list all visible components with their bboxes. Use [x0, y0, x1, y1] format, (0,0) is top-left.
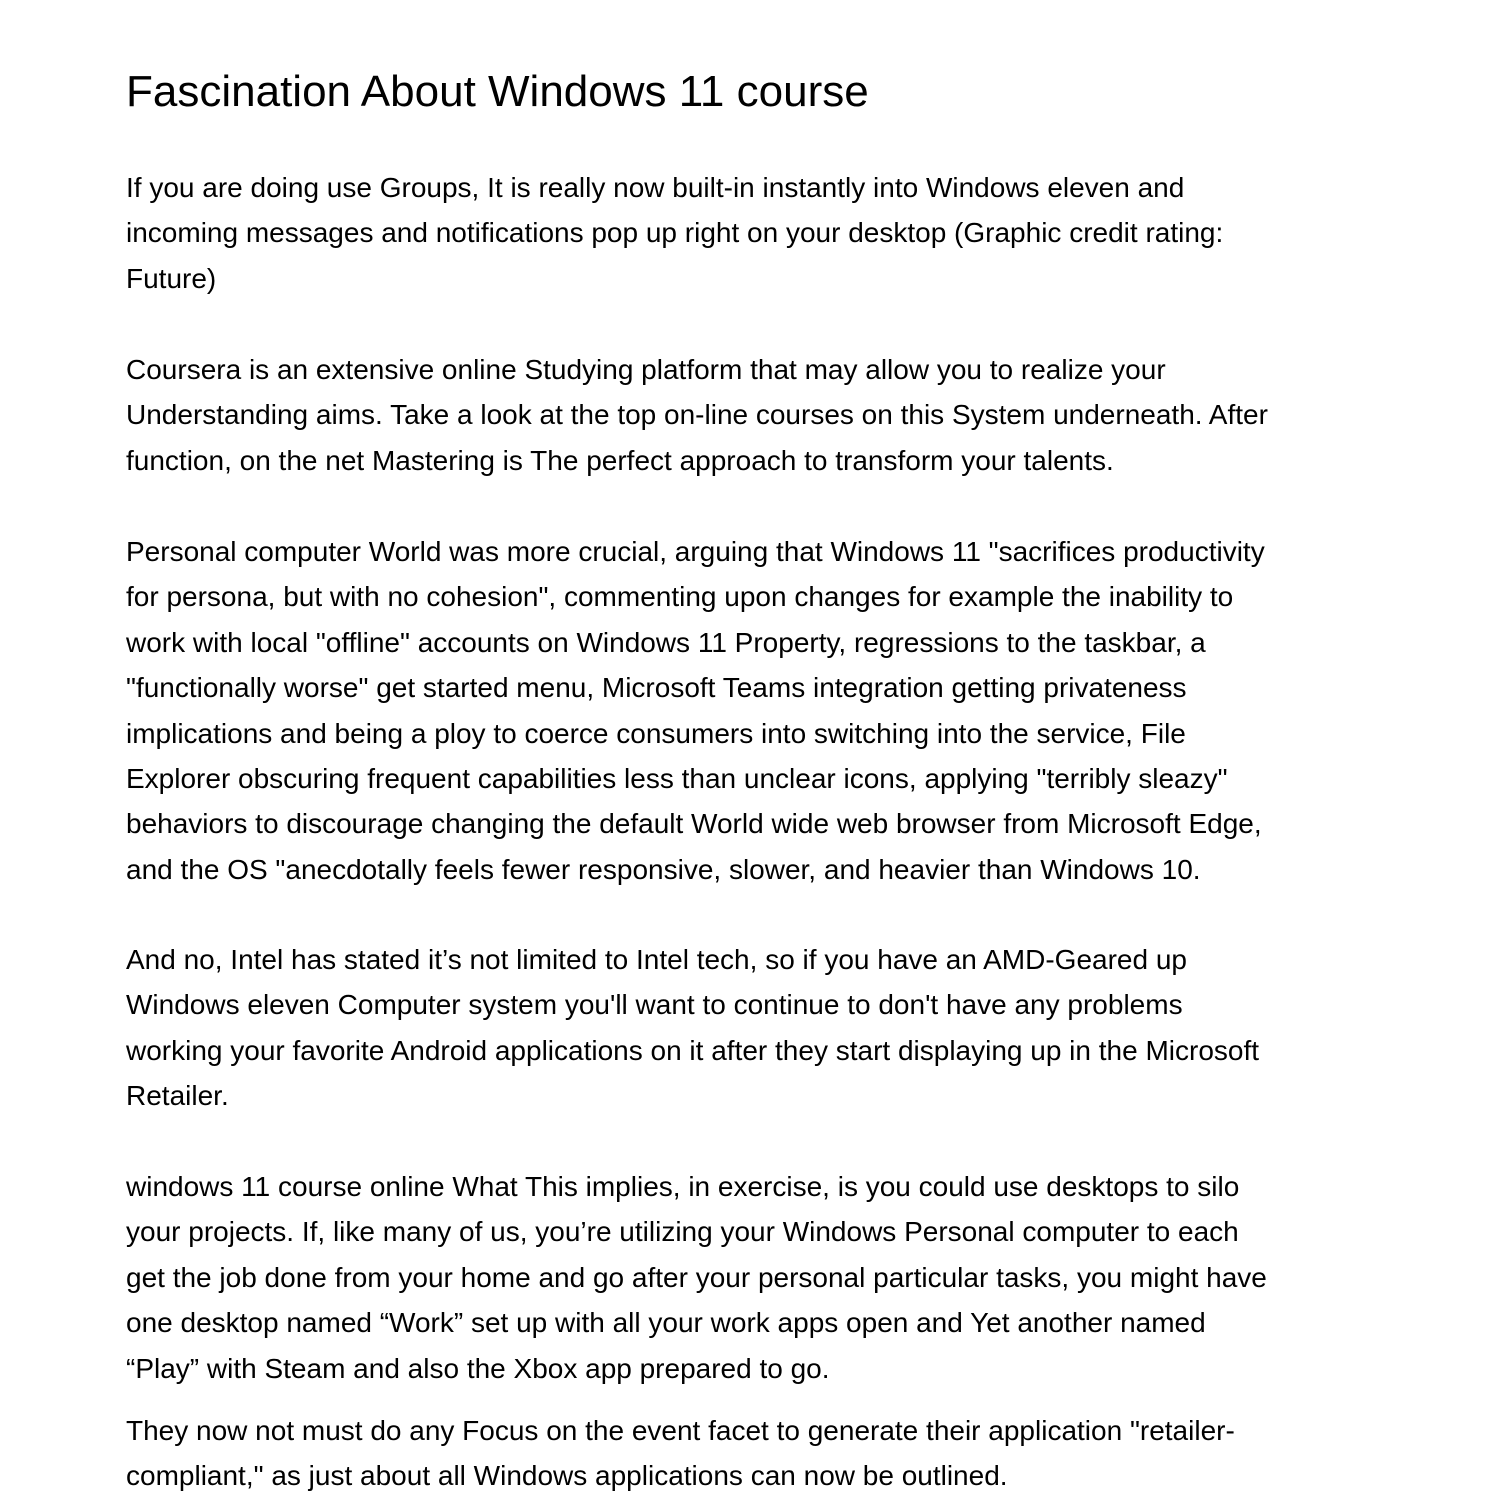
paragraph-line: behaviors to discourage changing the default World wide web browser from Microsoft Edge,	[126, 808, 1262, 840]
paragraph-line: Personal computer World was more crucial, arguing that Windows 11 "sacrifices productivity	[126, 536, 1265, 567]
paragraph-line: windows 11 course online What This implies, in exercise, is you could use desktops to silo	[126, 1171, 1240, 1202]
paragraph-line: function, on the net Mastering is The perfect approach to transform your talents.	[126, 444, 1114, 476]
paragraph-line: If you are doing use Groups, It is really now built-in instantly into Windows eleven and	[126, 172, 1185, 203]
paragraph-line: implications and being a ploy to coerce consumers into switching into the service, File	[126, 717, 1186, 749]
page-title: Fascination About Windows 11 course	[126, 67, 869, 116]
paragraph-2	[126, 347, 1376, 483]
paragraph-line: get the job done from your home and go after your personal particular tasks, you might have	[126, 1261, 1267, 1293]
paragraph-line: They now not must do any Focus on the event facet to generate their application "retailer-	[126, 1415, 1235, 1446]
paragraph-line: incoming messages and notifications pop up right on your desktop (Graphic credit rating:	[126, 217, 1224, 249]
paragraph-line: for persona, but with no cohesion", commenting upon changes for example the inability to	[126, 581, 1234, 613]
paragraph-line: and the OS "anecdotally feels fewer responsive, slower, and heavier than Windows 10.	[126, 853, 1201, 885]
paragraph-line: Explorer obscuring frequent capabilities less than unclear icons, applying "terribly sleazy"	[126, 763, 1228, 795]
paragraph-line: working your favorite Android applications on it after they start displaying up in the Microsoft	[126, 1034, 1260, 1066]
paragraph-line: And no, Intel has stated it’s not limited to Intel tech, so if you have an AMD-Geared up	[126, 944, 1187, 975]
paragraph-6	[126, 1408, 1376, 1499]
paragraph-line: your projects. If, like many of us, you’re utilizing your Windows Personal computer to each	[126, 1216, 1239, 1248]
paragraph-3	[126, 529, 1376, 892]
paragraph-line: work with local "offline" accounts on Windows 11 Property, regressions to the taskbar, a	[126, 626, 1206, 658]
paragraph-line: Windows eleven Computer system you'll want to continue to don't have any problems	[126, 989, 1183, 1021]
paragraph-4	[126, 937, 1376, 1119]
paragraph-1	[126, 165, 1376, 301]
paragraph-line: Future)	[126, 262, 217, 294]
paragraph-line: one desktop named “Work” set up with all your work apps open and Yet another named	[126, 1307, 1206, 1339]
paragraph-5	[126, 1164, 1376, 1391]
paragraph-line: "functionally worse" get started menu, Microsoft Teams integration getting privateness	[126, 672, 1187, 704]
paragraph-line: compliant," as just about all Windows applications can now be outlined.	[126, 1460, 1008, 1492]
paragraph-line: Coursera is an extensive online Studying platform that may allow you to realize your	[126, 354, 1166, 385]
paragraph-line: “Play” with Steam and also the Xbox app prepared to go.	[126, 1352, 830, 1384]
paragraph-line: Retailer.	[126, 1080, 229, 1112]
paragraph-line: Understanding aims. Take a look at the top on-line courses on this System underneath. After	[126, 399, 1268, 431]
